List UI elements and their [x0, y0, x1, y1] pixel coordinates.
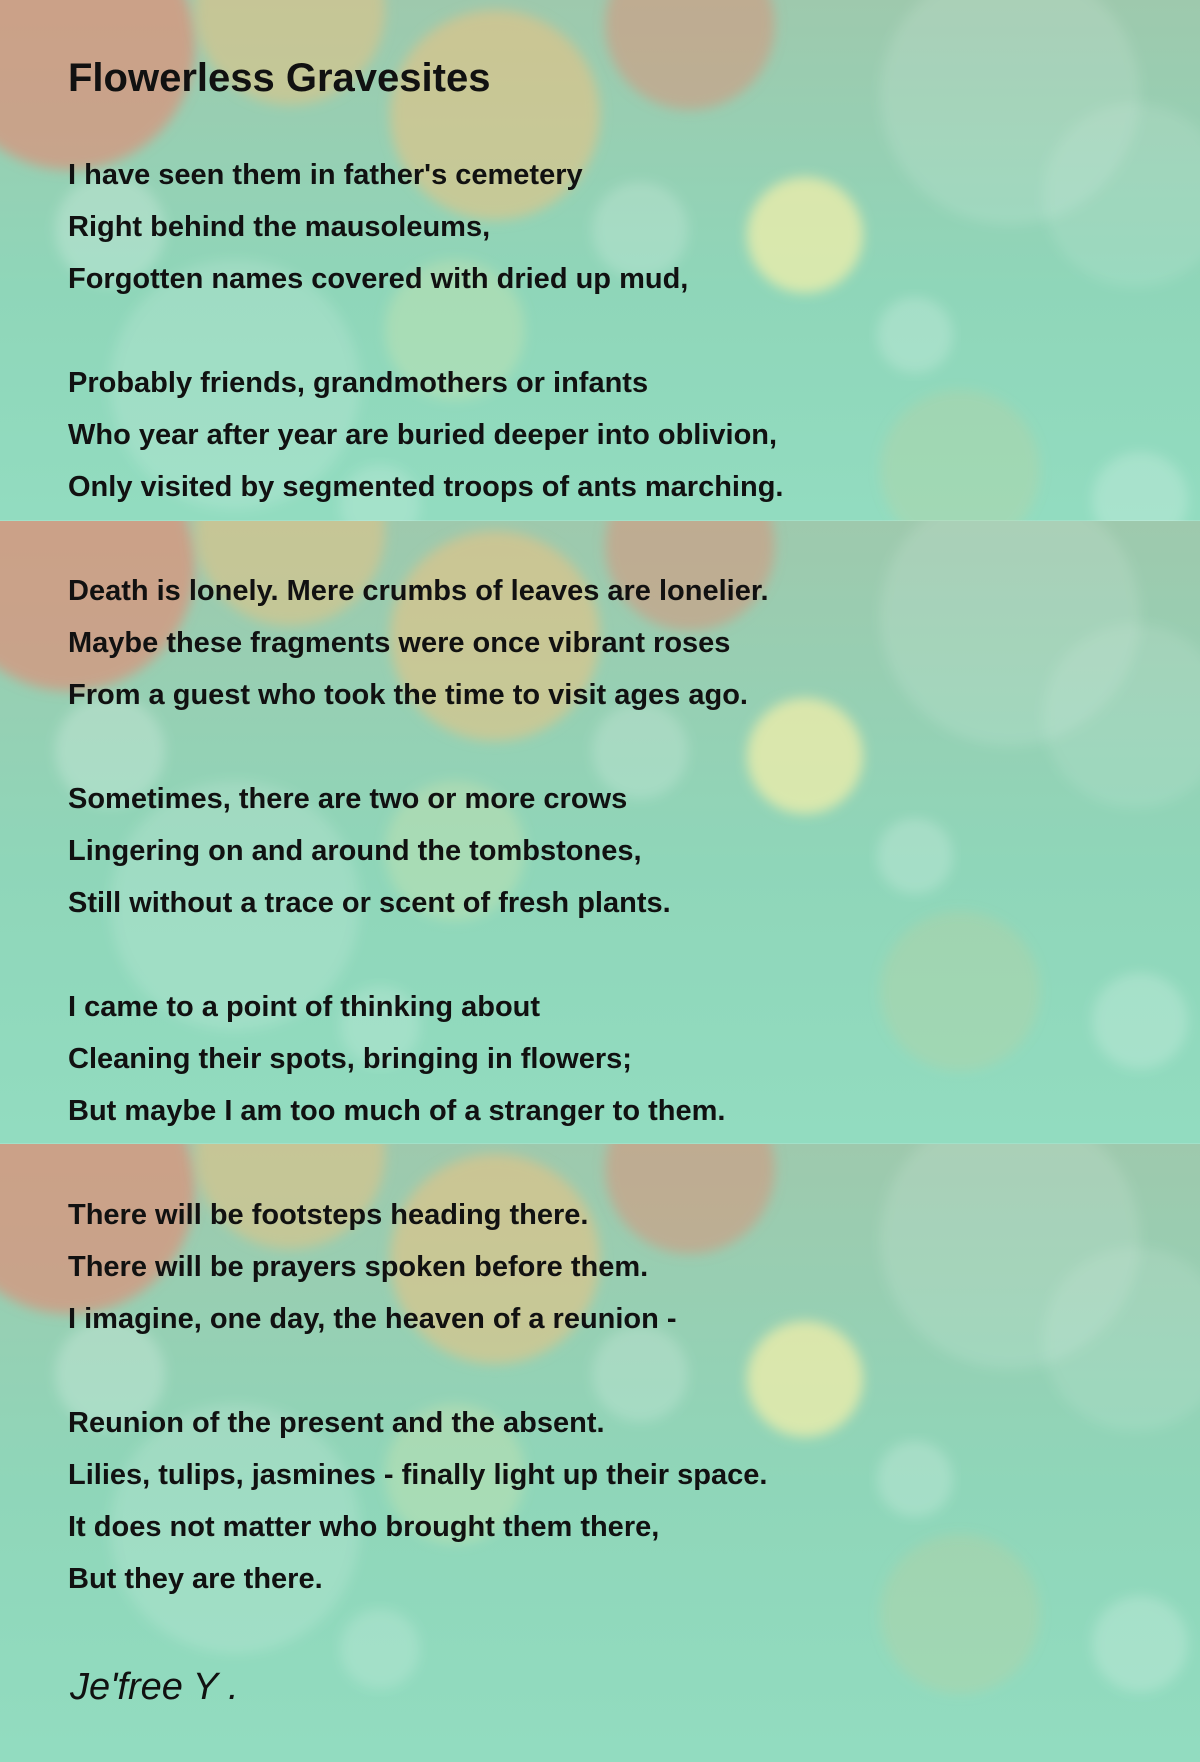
bokeh-orb: [605, 0, 775, 110]
poem-line: Lingering on and around the tombstones,: [68, 835, 642, 867]
poem-line: Reunion of the present and the absent.: [68, 1407, 605, 1439]
bokeh-orb: [747, 1321, 863, 1437]
poem-line: It does not matter who brought them there,: [68, 1511, 660, 1543]
bokeh-orb: [877, 297, 953, 373]
poem-line: But maybe I am too much of a stranger to them.: [68, 1095, 726, 1127]
tile-seam: [0, 520, 1200, 521]
bokeh-orb: [1092, 973, 1188, 1069]
poem-title: Flowerless Gravesites: [68, 56, 491, 100]
poem-line: Only visited by segmented troops of ants marching.: [68, 471, 784, 503]
poem-line: Still without a trace or scent of fresh plants.: [68, 887, 671, 919]
poem-line: I have seen them in father's cemetery: [68, 159, 583, 191]
bokeh-orb: [877, 818, 953, 894]
poem-author: Je'free Y .: [70, 1666, 239, 1708]
poem-line: Cleaning their spots, bringing in flowers;: [68, 1043, 632, 1075]
poem-line: I came to a point of thinking about: [68, 991, 541, 1023]
poem-line: From a guest who took the time to visit ages ago.: [68, 679, 748, 711]
bokeh-orb: [1092, 452, 1188, 521]
poem-line: Sometimes, there are two or more crows: [68, 783, 628, 815]
bokeh-orb: [1092, 1596, 1188, 1692]
bokeh-orb: [592, 1326, 688, 1422]
poem-line: Maybe these fragments were once vibrant roses: [68, 627, 731, 659]
poem-line: But they are there.: [68, 1563, 323, 1595]
poem-line: Death is lonely. Mere crumbs of leaves are lonelier.: [68, 575, 769, 607]
poem-line: There will be footsteps heading there.: [68, 1199, 589, 1231]
poem-line: Who year after year are buried deeper into oblivion,: [68, 419, 778, 451]
bokeh-orb: [340, 1609, 420, 1689]
bokeh-orb: [880, 911, 1040, 1071]
bokeh-orb: [877, 1441, 953, 1517]
bokeh-orb: [605, 1144, 775, 1254]
poem-line: There will be prayers spoken before them.: [68, 1251, 649, 1283]
tile-seam: [0, 1143, 1200, 1144]
bokeh-orb: [747, 177, 863, 293]
poem-line: I imagine, one day, the heaven of a reunion -: [68, 1303, 677, 1335]
bokeh-orb: [880, 1534, 1040, 1694]
poem-line: Right behind the mausoleums,: [68, 211, 491, 243]
poem-line: Lilies, tulips, jasmines - finally light up their space.: [68, 1459, 768, 1491]
bokeh-orb: [880, 390, 1040, 521]
bokeh-orb: [747, 698, 863, 814]
poem-line: Probably friends, grandmothers or infants: [68, 367, 649, 399]
poem-line: Forgotten names covered with dried up mud,: [68, 263, 689, 295]
